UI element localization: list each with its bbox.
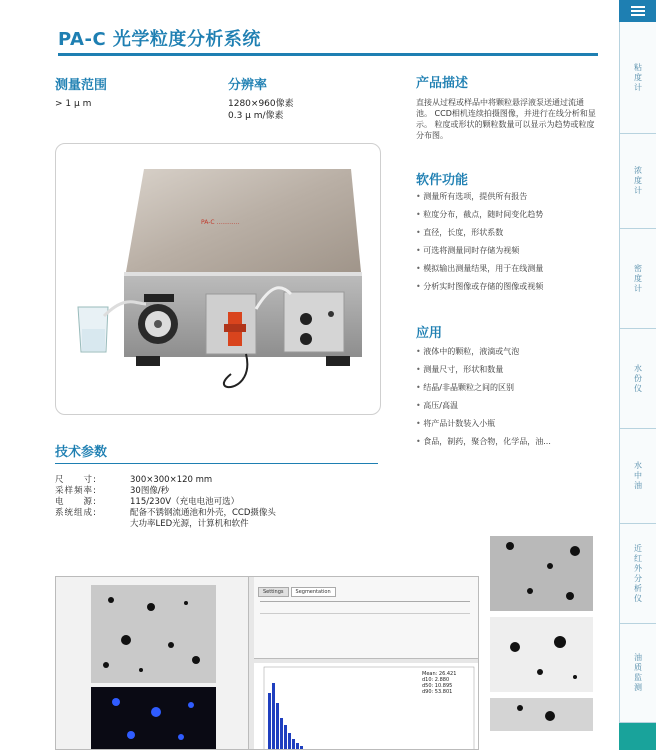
settings-tabs xyxy=(258,587,336,597)
stats-readout: Mean: 26.421 d10: 2.880 d50: 10.895 d90: 53.801 xyxy=(422,671,457,695)
sidebar-item-nir-analyzer[interactable]: 近红外分析仪 xyxy=(619,524,656,624)
application-heading: 应用 xyxy=(416,326,443,341)
page-title: PA-C 光学粒度分析系统 xyxy=(58,29,261,50)
resolution-heading: 分辨率 xyxy=(228,78,268,93)
resolution-line-2: 0.3 μ m/像素 xyxy=(228,111,284,121)
tab-settings[interactable]: Settings xyxy=(258,587,289,597)
list-item: • 结晶/非晶颗粒之间的区别 xyxy=(416,379,606,397)
sidebar-item-viscometer[interactable]: 粘度计 xyxy=(619,22,656,134)
software-heading: 软件功能 xyxy=(416,173,469,188)
sidebar-item-oil-monitor[interactable]: 油质监测 xyxy=(619,624,656,723)
table-row: 系统组成: 配备不锈钢流通池和外壳，CCD摄像头 xyxy=(55,508,276,518)
product-photo xyxy=(55,143,381,415)
sidebar-item-oil-in-water[interactable]: 水中油 xyxy=(619,429,656,524)
active-tab-marker xyxy=(619,723,656,750)
list-item: • 测量尺寸，形状和数量 xyxy=(416,361,606,379)
sidebar-item-concentration[interactable]: 浓度计 xyxy=(619,134,656,229)
software-feature-list xyxy=(416,188,606,296)
table-row: 尺 寸: 300×300×120 mm xyxy=(55,475,213,485)
sample-particles-icon xyxy=(490,536,593,611)
list-item: • 将产品计数装入小瓶 xyxy=(416,415,606,433)
slider-track[interactable] xyxy=(260,613,470,614)
sample-particles-icon xyxy=(490,698,593,731)
segmented-image xyxy=(91,687,216,750)
list-item: • 食品，制药，聚合物，化学品，油... xyxy=(416,433,606,451)
sample-image-3 xyxy=(490,698,593,731)
brand-logo-icon xyxy=(619,0,656,22)
table-row: 电 源: 115/230V（充电电池可选） xyxy=(55,497,240,507)
segmented-particles-icon xyxy=(91,687,216,750)
tech-divider xyxy=(55,463,378,464)
brand-icon xyxy=(619,0,656,22)
list-item: • 可选将测量同时存储为视频 xyxy=(416,242,606,260)
list-item: • 粒度分布，截点，随时间变化趋势 xyxy=(416,206,606,224)
list-item: • 分析实时图像或存储的图像或视频 xyxy=(416,278,606,296)
application-list xyxy=(416,343,606,451)
sample-image-2 xyxy=(490,617,593,692)
resolution-line-1: 1280×960像素 xyxy=(228,99,294,109)
product-desc-text: 直接从过程或样品中将颗粒悬浮液泵送通过流通池。 CCD相机连续拍摄图像，并进行在线分析和显示。 粒度或形状的颗粒数量可以显示为趋势或粒度分布图。 xyxy=(416,98,596,140)
sidebar-item-density[interactable]: 密度计 xyxy=(619,229,656,329)
grayscale-image xyxy=(91,585,216,683)
list-item: • 高压/高温 xyxy=(416,397,606,415)
title-divider xyxy=(58,53,598,56)
sample-image-1 xyxy=(490,536,593,611)
threshold-slider[interactable] xyxy=(260,601,470,602)
particle-image-icon xyxy=(91,585,216,683)
category-sidebar xyxy=(619,0,656,750)
settings-pane xyxy=(254,577,478,659)
list-item: • 测量所有选项，提供所有报告 xyxy=(416,188,606,206)
list-item: • 直径，长度，形状系数 xyxy=(416,224,606,242)
measure-range-value: > 1 μ m xyxy=(55,99,92,109)
svg-text:PA-C ............: PA-C ............ xyxy=(201,219,240,226)
software-screenshot xyxy=(55,576,479,750)
product-desc-heading: 产品描述 xyxy=(416,76,469,91)
tab-segmentation[interactable]: Segmentation xyxy=(291,587,336,597)
image-panes xyxy=(56,577,249,750)
table-row: 大功率LED光源，计算机和软件 xyxy=(130,519,249,529)
tech-spec-table xyxy=(55,475,370,530)
table-row: 采样频率: 30图像/秒 xyxy=(55,486,170,496)
tech-heading: 技术参数 xyxy=(55,445,108,460)
sample-particles-icon xyxy=(490,617,593,692)
measure-range-heading: 测量范围 xyxy=(55,78,108,93)
sample-thumbnails xyxy=(490,536,593,737)
analyzer-device-illustration xyxy=(56,144,381,415)
list-item: • 液体中的颗粒，液滴或气泡 xyxy=(416,343,606,361)
sidebar-item-moisture[interactable]: 水份仪 xyxy=(619,329,656,429)
list-item: • 模拟输出测量结果，用于在线测量 xyxy=(416,260,606,278)
histogram-pane xyxy=(254,663,478,750)
